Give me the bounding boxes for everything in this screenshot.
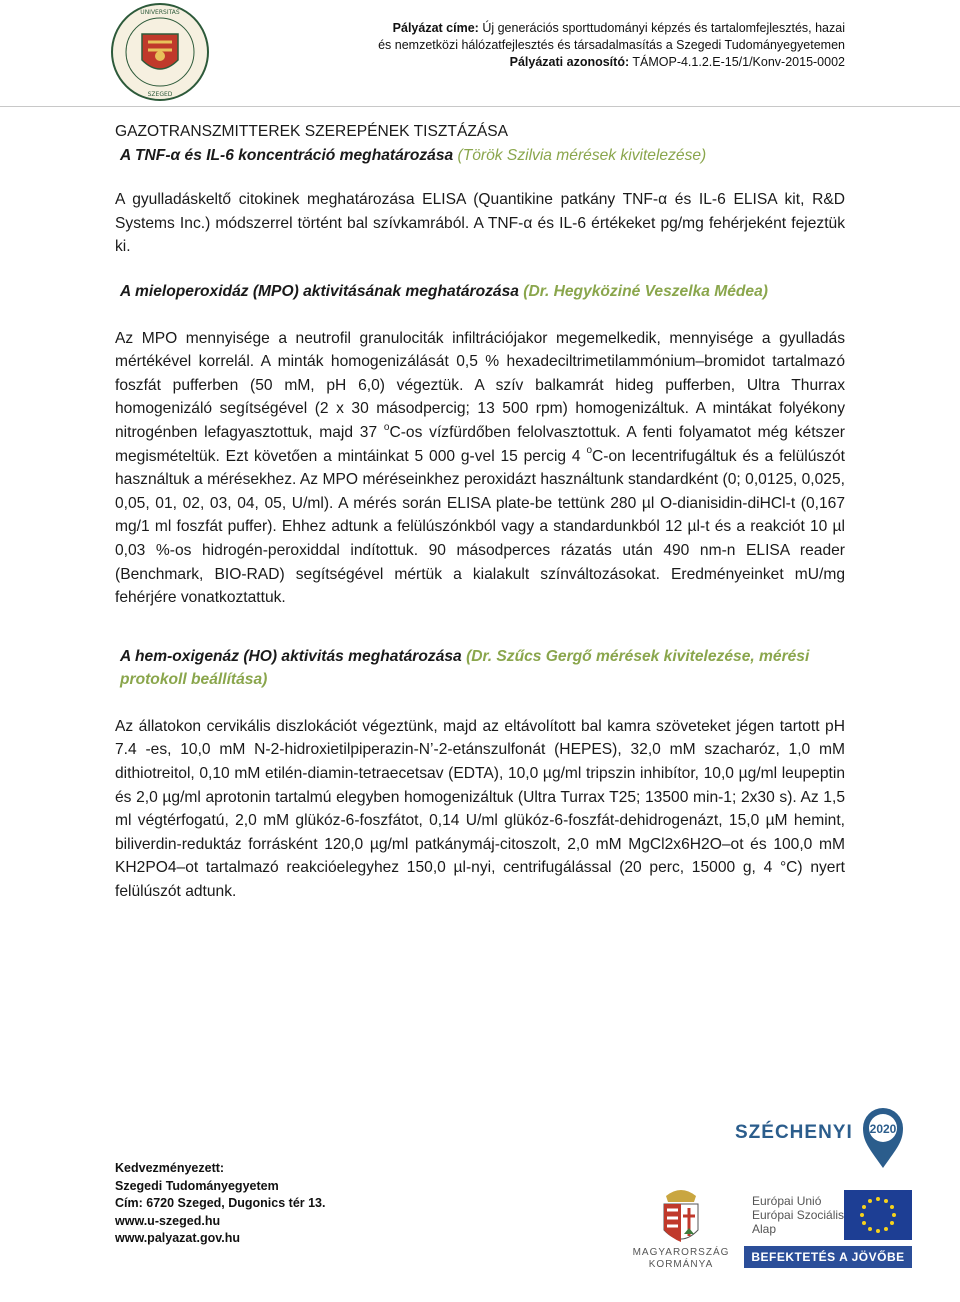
tnf-heading-note: (Török Szilvia mérések kivitelezése) xyxy=(457,146,707,164)
mpo-text-a: Az MPO mennyisége a neutrofil granulociták infiltrációjakor megemelkedik, mennyisége a gyulladás mértékével korrelál. A minták homogenizálását 0,5 % hexadeciltrimetilammónium–bromidot tartalmazó foszfát pufferben (50 mM, pH 6,0) végeztük. A szív balkamrát hideg pufferben, Ultra Thurrax homogenizáló segítségével (2 x 30 másodpercig; 13 500 rpm) homogenizáltuk. A mintákat folyékony nitrogénben lefagyasztottuk, majd 37 xyxy=(115,329,845,441)
title-label: Pályázat címe: xyxy=(392,21,479,35)
header-divider xyxy=(0,106,960,107)
section-heading: GAZOTRANSZMITTEREK SZEREPÉNEK TISZTÁZÁSA xyxy=(115,123,509,140)
eu-line2: Európai Szociális xyxy=(752,1208,845,1222)
mpo-sup-b: o xyxy=(586,445,592,457)
government-name xyxy=(625,1247,737,1271)
szechenyi-label: SZÉCHENYI xyxy=(735,1122,853,1143)
beneficiary-label: Kedvezményezett: xyxy=(115,1161,225,1175)
eu-flag-icon xyxy=(844,1190,912,1240)
title-line2: és nemzetközi hálózatfejlesztés és társadalmasítás a Szegedi Tudományegyetemen xyxy=(378,38,845,52)
beneficiary-block xyxy=(115,1160,326,1248)
ho-paragraph: Az állatokon cervikális diszlokációt végeztünk, majd az eltávolított bal kamra szöveteket jégen tartott pH 7.4 -es, 10,0 mM N-2-hidroxietilpiperazin-N’-2-etánszulfonát (HEPES), 32,0 mM szacharóz, 1,0 mM dithiotreitol, 0,10 mM etilén-diamin-tetraecetsav (EDTA), 10,0 µg/ml tripszin inhibítor, 10,0 µg/ml leupeptin és 2,0 µg/ml aprotonin tartalmú elegyben homogenizáltuk (Ultra Turrax T25; 13500 min-1; 2x30 s). Az 1,5 ml végtérfogatú, 2,0 mM glükóz-6-foszfátot, 0,14 U/ml glükóz-6-foszfát-dehidrogenázt, 15,0 µM hemint, biliverdin-reduktáz forrásként 120,0 µg/ml patkánymáj-citoszolt, 2,0 mM MgCl2x6H2O–ot és 100,0 mM KH2PO4–ot tartalmazó reakcióelegyhez 150,0 µl-nyi, centrifugálással (20 perc, 15000 g, 4 °C) nyert felülúszót adtunk. xyxy=(115,717,845,901)
document-body xyxy=(115,120,845,904)
tnf-heading-title: A TNF-α és IL-6 koncentráció meghatározása xyxy=(120,146,454,164)
eu-line1: Európai Unió xyxy=(752,1194,822,1208)
id-label: Pályázati azonosító: xyxy=(509,55,630,69)
id-value: TÁMOP-4.1.2.E-15/1/Konv-2015-0002 xyxy=(632,55,845,69)
project-header xyxy=(378,20,845,71)
eu-fund-text xyxy=(752,1194,844,1236)
mpo-text-c: C-on lecentrifugáltuk és a felülúszót használtuk a mérésekhez. Az MPO méréseinkhez peroxidázt használtunk standardként (0; 0,0125, 0,025, 0,05, 01, 02, 03, 04, 05, U/ml). A mérés során ELISA plate-be tettünk 280 µl O-dianisidin-diHCl-t (0,167 mg/1 ml foszfát puffer). Ehhez adtunk a felülúszónkból vagy a standardunkból 12 µl-t és a reakciót 10 µl 0,03 %-os hidrogén-peroxiddal indítottuk. 90 másodperces rázatás után 490 nm-n ELISA reader (Benchmark, BIO-RAD) segítségével mértük a kialakult színváltozásokat. Eredményeinket mU/mg fehérjére vonatkoztattuk. xyxy=(115,447,845,607)
mpo-heading-note: (Dr. Hegyköziné Veszelka Médea) xyxy=(523,282,768,300)
gov-line2: KORMÁNYA xyxy=(648,1259,714,1270)
ho-heading-title: A hem-oxigenáz (HO) aktivitás meghatározása xyxy=(120,647,462,665)
mpo-heading-title: A mieloperoxidáz (MPO) aktivitásának meghatározása xyxy=(120,282,519,300)
beneficiary-name: Szegedi Tudományegyetem xyxy=(115,1178,279,1193)
title-line1: Új generációs sporttudományi képzés és tartalomfejlesztés, hazai xyxy=(482,21,845,35)
beneficiary-address: Cím: 6720 Szeged, Dugonics tér 13. xyxy=(115,1196,326,1210)
svg-text:UNIVERSITAS: UNIVERSITAS xyxy=(140,9,180,16)
szechenyi-2020-logo xyxy=(733,1104,908,1170)
szechenyi-year: 2020 xyxy=(869,1122,897,1136)
gov-line1: MAGYARORSZÁG xyxy=(632,1247,730,1258)
tnf-heading xyxy=(115,144,845,168)
mpo-sup-a: o xyxy=(383,421,390,433)
eu-line3: Alap xyxy=(752,1222,777,1236)
svg-text:SZEGED: SZEGED xyxy=(147,91,173,98)
mpo-text-b: C-os vízfürdőben felolvasztottuk. A fenti folyamatot még kétszer megismételtük. Ezt követően a mintáinkat 5 000 g-vel 15 percig 4 xyxy=(115,423,845,465)
ho-heading-note: (Dr. Szűcs Gergő mérések kivitelezése, mérési protokoll beállítása) xyxy=(120,647,810,689)
palyazat-link[interactable]: www.palyazat.gov.hu xyxy=(115,1231,241,1245)
mpo-heading xyxy=(115,280,845,304)
tnf-paragraph: A gyulladáskeltő citokinek meghatározása ELISA (Quantikine patkány TNF-α és IL-6 ELISA kit, R&D Systems Inc.) módszerrel történt bal szívkamrából. A TNF-α és IL-6 értékeket pg/mg fehérjeként fejeztük ki. xyxy=(115,191,845,256)
ho-heading xyxy=(115,645,845,692)
university-link[interactable]: www.u-szeged.hu xyxy=(115,1213,221,1228)
mpo-paragraph xyxy=(115,327,845,610)
university-seal-icon xyxy=(110,2,210,102)
invest-banner: BEFEKTETÉS A JÖVŐBE xyxy=(744,1246,912,1268)
